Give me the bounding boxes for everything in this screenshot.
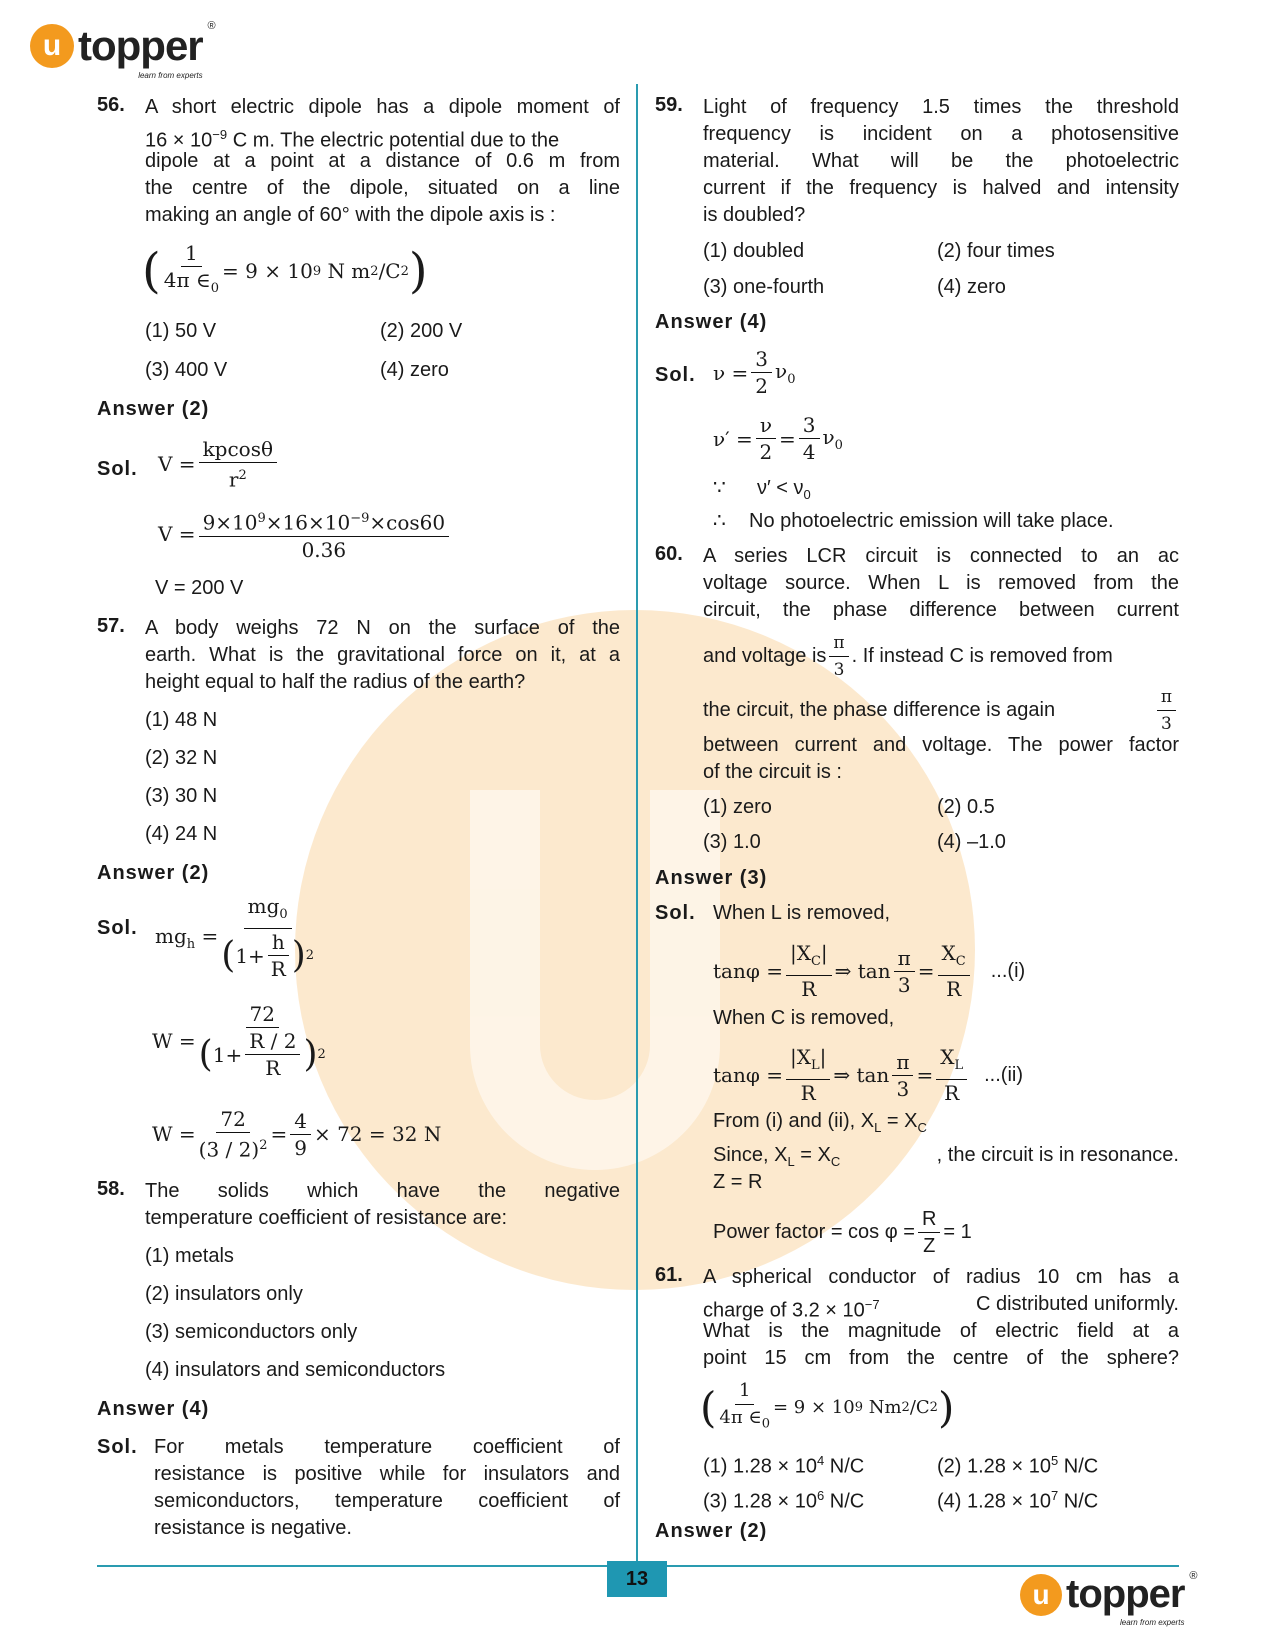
constant-formula: ( $\frac{1}{4\pi \in_0}$ = 9 × 10 9 Nm 2 /C 2 ) <box>700 1380 955 1432</box>
solution-formula: tanφ = $\frac{|X_C|}{R}$ ⇒ tan $\frac{\pi}{3}$ = $\frac{X_C}{R}$ ...(i) <box>713 941 1026 1001</box>
question-text: is doubled? <box>703 204 806 226</box>
solution-text: Z = R <box>713 1171 763 1193</box>
solution-text: From (i) and (ii), $X_L = X_C$ <box>713 1110 927 1135</box>
because-symbol: ∵ <box>713 477 726 499</box>
question-number: 60. <box>655 543 683 565</box>
solution-formula: V = $\frac{kpcos\theta}{r^2}$ <box>158 438 280 491</box>
option-1: (1) 48 N <box>145 709 218 731</box>
question-text: material. What will be the photoelectric <box>703 150 1179 172</box>
option-2: (2) $1.28 \times 10^5$ N/C <box>937 1453 1099 1478</box>
option-3: (3) $1.28 \times 10^6$ N/C <box>703 1488 865 1513</box>
option-2: (2) 200 V <box>380 320 463 342</box>
question-text: earth. What is the gravitational force on it, at a <box>145 644 620 666</box>
solution-label: Sol. <box>97 458 138 480</box>
option-4: (4) 24 N <box>145 823 218 845</box>
answer: Answer (2) <box>655 1520 768 1542</box>
solution-text: semiconductors, temperature coefficient of <box>154 1490 620 1512</box>
solution-text: resistance is positive while for insulators and <box>154 1463 620 1485</box>
question-text: A short electric dipole has a dipole moment of <box>145 96 620 118</box>
solution-label: Sol. <box>655 902 696 924</box>
question-number: 56. <box>97 94 125 116</box>
question-text: and voltage is $\frac{\pi}{3}$ . If instead C is removed from <box>703 633 1113 680</box>
question-text: Light of frequency 1.5 times the threshold <box>703 96 1179 118</box>
question-text: A series LCR circuit is connected to an ac <box>703 545 1179 567</box>
question-text: dipole at a point at a distance of 0.6 m from <box>145 150 620 172</box>
logo-icon: u <box>30 24 74 68</box>
answer: Answer (3) <box>655 867 768 889</box>
question-text: current if the frequency is halved and intensity <box>703 177 1179 199</box>
option-4: (4) insulators and semiconductors <box>145 1359 446 1381</box>
option-4: (4) $1.28 \times 10^7$ N/C <box>937 1488 1099 1513</box>
question-text: of the circuit is : <box>703 761 842 783</box>
question-text: the circuit, the phase difference is again $\frac{\pi}{3}$ <box>703 686 1179 735</box>
option-2: (2) insulators only <box>145 1283 303 1305</box>
question-text: A spherical conductor of radius 10 cm has a <box>703 1266 1179 1288</box>
solution-formula: ν′ = $\frac{\nu}{2}$ = $\frac{3}{4}$ $\nu_0$ <box>713 413 843 464</box>
solution-formula: V = $\frac{9\times 10^9\times 16\times 10^{-9}\times\cos 60}{0.36}$ <box>158 508 452 561</box>
question-number: 59. <box>655 94 683 116</box>
question-text: between current and voltage. The power factor <box>703 734 1179 756</box>
question-text: $16 \times 10^{-9}$ C m. The electric potential due to the <box>145 127 560 152</box>
logo-tagline: learn from experts <box>138 71 203 80</box>
option-1: (1) $1.28 \times 10^4$ N/C <box>703 1453 865 1478</box>
watermark-logo <box>470 790 720 1170</box>
solution-label: Sol. <box>97 917 138 939</box>
question-number: 61. <box>655 1264 683 1286</box>
question-text: the centre of the dipole, situated on a line <box>145 177 620 199</box>
answer: Answer (4) <box>97 1398 210 1420</box>
solution-text: Since, $X_L = X_C$ , the circuit is in resonance. <box>713 1144 1179 1169</box>
footer-logo <box>1020 1570 1197 1627</box>
solution-label: Sol. <box>97 1436 138 1458</box>
solution-text: When L is removed, <box>713 902 891 924</box>
column-divider <box>636 84 638 1564</box>
option-2: (2) four times <box>937 240 1055 262</box>
question-text: A body weighs 72 N on the surface of the <box>145 617 620 639</box>
option-1: (1) 50 V <box>145 320 217 342</box>
option-3: (3) 1.0 <box>703 831 761 853</box>
option-2: (2) 32 N <box>145 747 218 769</box>
option-3: (3) 30 N <box>145 785 218 807</box>
option-4: (4) –1.0 <box>937 831 1006 853</box>
question-number: 58. <box>97 1178 125 1200</box>
option-1: (1) doubled <box>703 240 805 262</box>
logo-icon: u <box>1020 1574 1062 1616</box>
question-text: circuit, the phase difference between current <box>703 599 1179 621</box>
solution-label: Sol. <box>655 364 696 386</box>
option-2: (2) 0.5 <box>937 796 995 818</box>
logo-wordmark <box>78 20 215 80</box>
solution-result: V = 200 V <box>155 577 244 599</box>
solution-text: No photoelectric emission will take place. <box>749 510 1114 532</box>
question-text: point 15 cm from the centre of the sphere? <box>703 1347 1179 1369</box>
answer: Answer (4) <box>655 311 768 333</box>
solution-formula: ν = $\frac{3}{2}$ $\nu_0$ <box>713 347 796 398</box>
page-number: 13 <box>607 1561 667 1597</box>
option-3: (3) one-fourth <box>703 276 825 298</box>
solution-text: For metals temperature coefficient of <box>154 1436 620 1458</box>
solution-text: When C is removed, <box>713 1007 895 1029</box>
question-text: making an angle of 60° with the dipole axis is : <box>145 204 556 226</box>
solution-text: $\nu' < \nu_0$ <box>757 477 811 502</box>
answer: Answer (2) <box>97 862 210 884</box>
question-number: 57. <box>97 615 125 637</box>
solution-formula: Power factor = cos φ = $\frac{R}{Z}$ = 1 <box>713 1208 972 1257</box>
therefore-symbol: ∴ <box>713 510 726 532</box>
logo-registered: ® <box>207 20 215 32</box>
solution-text: resistance is negative. <box>154 1517 352 1539</box>
solution-formula: W = 72 ( 1+ $\frac{R / 2}{R}$ ) 2 <box>152 1002 326 1080</box>
question-text: The solids which have the negative <box>145 1180 620 1202</box>
header-logo <box>30 20 215 80</box>
logo-registered: ® <box>1189 1570 1197 1582</box>
option-3: (3) semiconductors only <box>145 1321 358 1343</box>
question-text: voltage source. When L is removed from the <box>703 572 1179 594</box>
option-4: (4) zero <box>937 276 1006 298</box>
logo-tagline: learn from experts <box>1119 1618 1185 1627</box>
answer: Answer (2) <box>97 398 210 420</box>
option-1: (1) zero <box>703 796 772 818</box>
question-text: frequency is incident on a photosensitive <box>703 123 1179 145</box>
solution-formula: tanφ = $\frac{|X_L|}{R}$ ⇒ tan $\frac{\pi}{3}$ = $\frac{X_L}{R}$ ...(ii) <box>713 1045 1024 1105</box>
logo-name: topper <box>1066 1572 1185 1616</box>
logo-wordmark <box>1066 1570 1197 1627</box>
question-text: What is the magnitude of electric field at a <box>703 1320 1179 1342</box>
option-1: (1) metals <box>145 1245 234 1267</box>
question-text: temperature coefficient of resistance are: <box>145 1207 508 1229</box>
solution-formula: $mg_h$ = $mg_0$ ( 1+ $\frac{h}{R}$ ) 2 <box>155 894 315 981</box>
question-text: height equal to half the radius of the earth? <box>145 671 526 693</box>
question-text: charge of $3.2 \times 10^{-7}$ C distributed uniformly. <box>703 1293 1179 1322</box>
option-3: (3) 400 V <box>145 359 228 381</box>
solution-formula: W = $\frac{72}{(3 / 2)^2}$ = $\frac{4}{9}$ × 72 = 32 N <box>152 1107 442 1162</box>
logo-name: topper <box>78 22 203 69</box>
option-4: (4) zero <box>380 359 449 381</box>
constant-formula: ( $\frac{1}{4\pi \in_0}$ = 9 × 10 9 N m 2 /C 2 ) <box>142 241 428 299</box>
